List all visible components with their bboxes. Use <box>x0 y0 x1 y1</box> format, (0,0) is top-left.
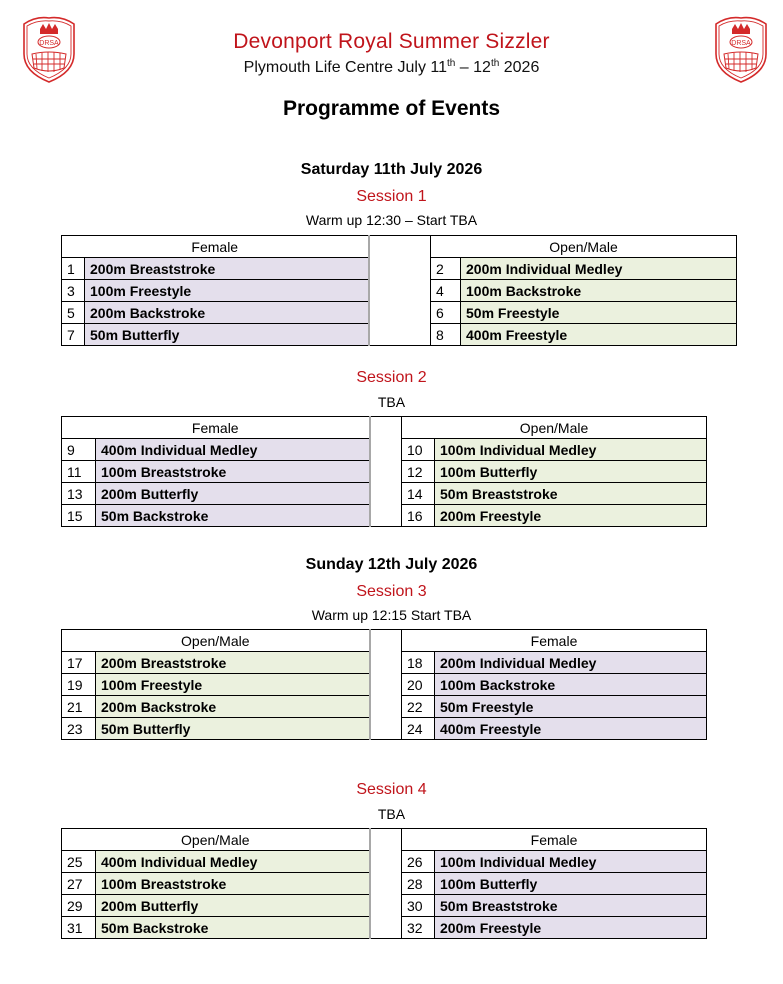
event-number: 20 <box>402 674 435 696</box>
event-title: Devonport Royal Summer Sizzler <box>233 30 550 53</box>
event-number: 19 <box>62 674 96 696</box>
event-number: 3 <box>62 280 85 302</box>
event-name: 100m Freestyle <box>96 674 370 696</box>
event-name: 100m Backstroke <box>435 674 707 696</box>
table-spacer <box>370 829 402 939</box>
table-header-row <box>62 236 737 258</box>
left-category-header: Female <box>62 417 370 439</box>
event-subtitle: Plymouth Life Centre July 11th – 12th 2026 <box>243 58 540 76</box>
event-number: 13 <box>62 483 96 505</box>
event-name: 100m Freestyle <box>85 280 369 302</box>
event-number: 17 <box>62 652 96 674</box>
event-name: 50m Backstroke <box>96 917 370 939</box>
event-number: 18 <box>402 652 435 674</box>
event-name: 100m Breaststroke <box>96 873 370 895</box>
session-events-table <box>61 828 707 939</box>
event-number: 14 <box>402 483 435 505</box>
event-number: 8 <box>431 324 461 346</box>
session-time: Warm up 12:15 Start TBA <box>311 607 472 623</box>
left-category-header: Open/Male <box>62 630 370 652</box>
event-name: 50m Breaststroke <box>435 895 707 917</box>
right-category-header: Open/Male <box>431 236 737 258</box>
event-name: 100m Butterfly <box>435 873 707 895</box>
event-number: 16 <box>402 505 435 527</box>
session-time: Warm up 12:30 – Start TBA <box>305 212 478 228</box>
day-heading: Saturday 11th July 2026 <box>300 161 483 178</box>
event-name: 400m Individual Medley <box>96 851 370 873</box>
event-number: 24 <box>402 718 435 740</box>
table-spacer <box>370 417 402 527</box>
event-name: 50m Breaststroke <box>435 483 707 505</box>
svg-text:DRSA: DRSA <box>39 40 59 47</box>
right-category-header: Open/Male <box>402 417 707 439</box>
event-name: 200m Butterfly <box>96 895 370 917</box>
event-number: 12 <box>402 461 435 483</box>
event-name: 400m Freestyle <box>461 324 737 346</box>
session-events-table <box>61 416 707 527</box>
session-time: TBA <box>377 394 406 410</box>
table-spacer <box>370 630 402 740</box>
event-name: 400m Individual Medley <box>96 439 370 461</box>
event-number: 30 <box>402 895 435 917</box>
event-number: 5 <box>62 302 85 324</box>
event-number: 10 <box>402 439 435 461</box>
svg-text:DRSA: DRSA <box>731 40 751 47</box>
event-name: 100m Individual Medley <box>435 851 707 873</box>
event-number: 6 <box>431 302 461 324</box>
event-name: 200m Freestyle <box>435 505 707 527</box>
table-spacer <box>369 236 431 346</box>
event-number: 1 <box>62 258 85 280</box>
left-category-header: Open/Male <box>62 829 370 851</box>
event-number: 26 <box>402 851 435 873</box>
event-number: 11 <box>62 461 96 483</box>
session-events-table <box>61 235 737 346</box>
event-name: 200m Breaststroke <box>85 258 369 280</box>
right-category-header: Female <box>402 829 707 851</box>
session-title: Session 1 <box>356 188 427 205</box>
event-number: 23 <box>62 718 96 740</box>
event-number: 2 <box>431 258 461 280</box>
event-number: 31 <box>62 917 96 939</box>
event-number: 9 <box>62 439 96 461</box>
event-name: 50m Freestyle <box>461 302 737 324</box>
session-title: Session 3 <box>356 583 427 600</box>
event-name: 50m Butterfly <box>96 718 370 740</box>
event-name: 50m Freestyle <box>435 696 707 718</box>
event-name: 100m Butterfly <box>435 461 707 483</box>
event-number: 4 <box>431 280 461 302</box>
event-number: 25 <box>62 851 96 873</box>
session-time: TBA <box>377 806 406 822</box>
event-name: 50m Butterfly <box>85 324 369 346</box>
event-number: 22 <box>402 696 435 718</box>
event-name: 50m Backstroke <box>96 505 370 527</box>
event-name: 200m Individual Medley <box>461 258 737 280</box>
event-number: 32 <box>402 917 435 939</box>
table-header-row <box>62 829 707 851</box>
event-name: 200m Freestyle <box>435 917 707 939</box>
session-title: Session 4 <box>356 781 427 798</box>
right-category-header: Female <box>402 630 707 652</box>
event-name: 100m Breaststroke <box>96 461 370 483</box>
event-name: 200m Backstroke <box>85 302 369 324</box>
programme-heading: Programme of Events <box>282 97 501 120</box>
event-name: 100m Backstroke <box>461 280 737 302</box>
day-heading: Sunday 12th July 2026 <box>305 556 478 573</box>
event-name: 400m Freestyle <box>435 718 707 740</box>
event-name: 200m Individual Medley <box>435 652 707 674</box>
event-name: 200m Backstroke <box>96 696 370 718</box>
event-number: 27 <box>62 873 96 895</box>
event-name: 200m Butterfly <box>96 483 370 505</box>
event-number: 28 <box>402 873 435 895</box>
session-title: Session 2 <box>356 369 427 386</box>
event-number: 21 <box>62 696 96 718</box>
left-category-header: Female <box>62 236 369 258</box>
event-number: 15 <box>62 505 96 527</box>
event-name: 100m Individual Medley <box>435 439 707 461</box>
table-header-row <box>62 630 707 652</box>
event-number: 29 <box>62 895 96 917</box>
event-number: 7 <box>62 324 85 346</box>
event-name: 200m Breaststroke <box>96 652 370 674</box>
session-events-table <box>61 629 707 740</box>
table-header-row <box>62 417 707 439</box>
